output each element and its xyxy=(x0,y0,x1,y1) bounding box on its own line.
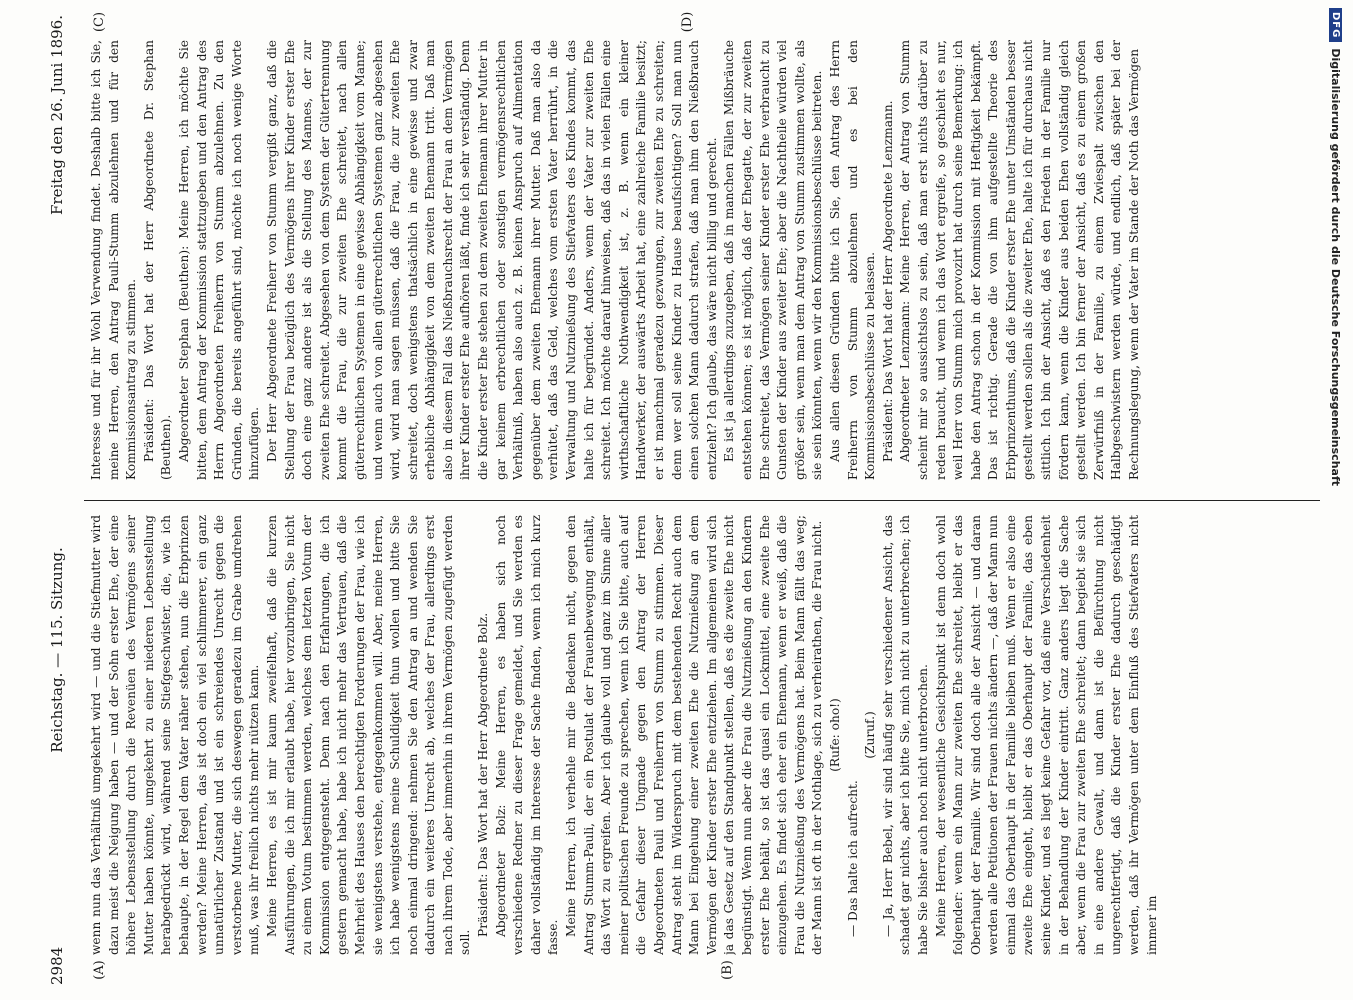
interjection: (Zuruf.) xyxy=(863,711,878,759)
paragraph: Interesse und für ihr Wohl Verwendung findet. Deshalb bitte ich Sie, meine Herren, den Antrag Pauli-Stumm abzulehnen und für den Kommissionsantrag zu stimmen. xyxy=(89,40,139,480)
paragraph: Meine Herren, es ist mir kaum zweifelhaft, daß die kurzen Ausführungen, die ich mir erlaubt habe, hier vorzubringen, Sie nicht zu einem Votum bestimmen werden, welches dem letzten Votum der Kommission entgegensteht. Denn nach den Erfahrungen, die ich gestern gemacht habe, habe ich nicht mehr das Vertrauen, daß die Mehrheit des Hauses den berechtigten Forderungen der Frau, wie ich sie wenigstens verstehe, entgegenkommen will. Aber, meine Herren, ich habe wenigstens meine Schuldigkeit thun wollen und bitte Sie noch einmal dringend: nehmen Sie den Antrag an und wenden Sie dadurch ein weiteres Unrecht ab, welches der Frau, allerdings erst nach ihrem Tode, aber immerhin in ihrem Vermögen zugefügt werden soll. xyxy=(264,515,473,955)
left-text-column xyxy=(88,515,1318,955)
dfg-logo-icon: DFG xyxy=(1330,8,1343,42)
paragraph: Meine Herren, ich verhehle mir die Bedenken nicht, gegen den Antrag Stumm-Pauli, der ein Postulat der Frauenbewegung enthält, das Wort zu ergreifen. Aber ich glaube voll und ganz im Sinne aller meiner politischen Freunde zu sprechen, wenn ich Sie bitte, auch auf die Gefahr dieser Ungnade gegen den Antrag der Herren Abgeordneten Pauli und Freiherrn von Stumm zu stimmen. Dieser Antrag steht im Widerspruch mit dem bestehenden Recht auch dem Mann bei Eingehung einer zweiten Ehe die Nutznießung an dem Vermögen der Kinder erster Ehe entziehen. Im allgemeinen wird sich ja das Gesetz auf den Standpunkt stellen, daß es die zweite Ehe nicht begünstigt. Wenn nun aber die Frau die Nutznießung an den Kindern erster Ehe behält, so ist das quasi ein Lockmittel, eine zweite Ehe einzugehen. Es findet sich eher ein Ehemann, wenn er weiß, daß die Frau die Nutznießung des Vermögens hat. Beim Mann fällt das weg; der Mann ist oft in der Nothlage, sich zu verheirathen, die Frau nicht. xyxy=(564,515,825,955)
paragraph: Meine Herren, der wesentliche Gesichtspunkt ist denn doch wohl folgender: wenn ein Mann zur zweiten Ehe schreitet, bleibt er das Oberhaupt der Familie. Wir sind doch alle der Ansicht — und daran werden alle Petitionen der Frauen nichts ändern —, daß der Mann nun einmal das Oberhaupt in der Familie bleiben muß. Wenn er also eine zweite Ehe eingeht, bleibt er das Oberhaupt der Familie, das eben seine Kinder, und es liegt keine Gefahr vor, daß eine Verschiedenheit in der Behandlung der Kinder eintritt. Ganz anders liegt die Sache aber, wenn die Frau zur zweiten Ehe schreitet; dann begiebt sie sich in eine andere Gewalt, und dann ist die Befürchtung nicht ungerechtfertigt, daß die Kinder erster Ehe dadurch geschädigt werden, daß ihr Vermögen unter dem Einfluß des Stiefvaters nicht immer im xyxy=(933,515,1159,955)
margin-marker-b: (B) xyxy=(720,960,735,980)
page-header xyxy=(40,15,74,985)
paragraph: Abgeordneter Bolz: Meine Herren, es haben sich noch verschiedene Redner zu dieser Frage gemeldet, und Sie werden es daher vollständig im Interesse der Sache finden, wenn ich mich kurz fasse. xyxy=(493,515,561,955)
watermark-text: Digitalisierung gefördert durch die Deutsche Forschungsgemeinschaft xyxy=(1329,48,1343,487)
paragraph: Präsident: Das Wort hat der Herr Abgeordnete Bolz. xyxy=(476,612,491,937)
right-text-column xyxy=(88,40,1318,480)
paragraph: Präsident: Das Wort hat der Herr Abgeordnete Lenzmann. xyxy=(880,100,895,462)
dfg-watermark xyxy=(1325,8,1347,988)
paragraph: Abgeordneter Stephan (Beuthen): Meine Herren, ich möchte Sie bitten, dem Antrag der Kommission stattzugeben und den Antrag des Herrn Abgeordneten Freiherrn von Stumm abzulehnen. Zu den Gründen, die bereits angeführt sind, möchte ich noch wenige Worte hinzufügen. xyxy=(176,40,262,480)
paragraph: Der Herr Abgeordnete Freiherr von Stumm vergißt ganz, daß die Stellung der Frau bezüglich des Vermögens ihrer Kinder erster Ehe doch eine ganz andere ist als die Stellung des Mannes, der zur zweiten Ehe schreitet. Abgesehen von dem System der Gütertrennung kommt die Frau, die zur zweiten Ehe schreitet, nach allen güterrechtlichen Systemen in eine gewisse Abhängigkeit vom Manne; und wenn auch von allen güterrechtlichen Systemen ganz abgesehen wird, wird man sagen müssen, daß die Frau, die zur zweiten Ehe schreitet, doch wenigstens thatsächlich in eine gewisse und zwar erhebliche Abhängigkeit von dem zweiten Ehemann tritt. Daß man also in diesem Fall das Nießbrauchsrecht der Frau an dem Vermögen ihrer Kinder erster Ehe aufhören läßt, finde ich sehr verständig. Denn die Kinder erster Ehe stehen zu dem zweiten Ehemann ihrer Mutter in gar keinem erbrechtlichen oder sonstigen vermögensrechtlichen Verhältniß, haben also auch z. B. keinen Anspruch auf Alimentation gegenüber dem zweiten Ehemann ihrer Mutter. Daß man also da verhütet, daß das Geld, welches vom ersten Vater herrührt, in die Verwaltung und Nutznießung des Stiefvaters des Kindes kommt, das halte ich für begründet. Anders, wenn der Vater zur zweiten Ehe schreitet. Ich möchte darauf hinweisen, daß das in vielen Fällen eine wirthschaftliche Nothwendigkeit ist, z. B. wenn ein kleiner Handwerker, der auswärts Arbeit hat, eine zahlreiche Familie besitzt; er ist manchmal geradezu gezwungen, zur zweiten Ehe zu schreiten; denn wer soll seine Kinder zu Hause beaufsichtigen? Soll man nun einen solchen Mann dadurch strafen, daß man ihm den Nießbrauch entzieht? Ich glaube, das wäre nicht billig und gerecht. xyxy=(264,40,719,480)
paragraph: — Ja, Herr Bebel, wir sind häufig sehr verschiedener Ansicht, das schadet gar nichts, aber ich bitte Sie, mich nicht zu unterbrechen; ich habe Sie bisher auch noch nicht unterbrochen. xyxy=(880,515,930,955)
margin-marker-d: (D) xyxy=(680,11,695,33)
session-title: Reichstag. — 115. Sitzung. xyxy=(48,547,66,753)
rotated-document-page xyxy=(40,11,1330,985)
column-divider xyxy=(84,500,1320,501)
margin-marker-a: (A) xyxy=(92,960,107,980)
interjection: (Rufe: oho!) xyxy=(827,698,842,772)
paragraph: Aus allen diesen Gründen bitte ich Sie, den Antrag des Herrn Freiherrn von Stumm abzulehnen und es bei den Kommissionsbeschlüsse zu belassen. xyxy=(827,40,878,480)
paragraph: — Das halte ich aufrecht. xyxy=(845,780,860,937)
paragraph: Abgeordneter Lenzmann: Meine Herren, der Antrag von Stumm scheint mir so aussichtslos zu sein, daß man erst nichts darüber zu reden braucht, und wenn ich das Wort ergreife, so geschieht es nur, weil Herr von Stumm mich provozirt hat durch seine Bemerkung: ich habe den Antrag schon in der Kommission mit Heftigkeit bekämpft. Das ist richtig. Gerade die von ihm aufgestellte Theorie des Erbprinzenthums, daß die Kinder erster Ehe unter Umständen besser gestellt werden sollen als die zweiter Ehe, halte ich für durchaus nicht sittlich. Ich bin der Ansicht, daß es den Frieden in der Familie nur fördern kann, wenn die Kinder aus beiden Ehen vollständig gleich gestellt werden. Ich bin ferner der Ansicht, daß es zu einem großen Zerwürfniß in der Familie, zu einem Zwiespalt zwischen den Halbgeschwistern werden würde, und endlich, daß später bei der Rechnungslegung, wenn der Vater im Stande der Noth das Vermögen xyxy=(898,40,1142,480)
paragraph: Präsident: Das Wort hat der Herr Abgeordnete Dr. Stephan (Beuthen). xyxy=(141,40,174,480)
page-number: 2984 xyxy=(48,946,66,985)
session-date: Freitag den 26. Juni 1896. xyxy=(48,15,66,215)
paragraph: Es ist ja allerdings zuzugeben, daß in manchen Fällen Mißbräuche entstehen können; es ist möglich, daß der Ehegatte, der zur zweiten Ehe schreitet, das Vermögen seiner Kinder erster Ehe verbraucht zu Gunsten der Kinder aus zweiter Ehe; aber die Nachtheile würden viel größer sein, wenn man dem Antrag von Stumm zustimmen wollte, als sie sein könnten, wenn wir den Kommissionsbeschlüsse beitreten. xyxy=(722,40,825,480)
paragraph: wenn nun das Verhältniß umgekehrt wird — und die Stiefmutter wird dazu meist die Neigung haben — und der Sohn erster Ehe, der eine höhere Lebensstellung durch die Revenüen des Vermögens seiner Mutter haben könnte, umgekehrt zu einer niederen Lebensstellung herabgedrückt wird, während seine Stiefgeschwister, die, wie ich behaupte, in der Regel dem Vater näher stehen, nun die Erbprinzen werden? Meine Herren, das ist doch ein viel schlimmerer, ein ganz unnatürlicher Zustand und ist ein schreiendes Unrecht gegen die verstorbene Mutter, die sich deswegen geradezu im Grabe umdrehen muß, was ihr freilich nichts mehr nützen kann. xyxy=(89,515,262,955)
margin-marker-c: (C) xyxy=(92,11,107,33)
